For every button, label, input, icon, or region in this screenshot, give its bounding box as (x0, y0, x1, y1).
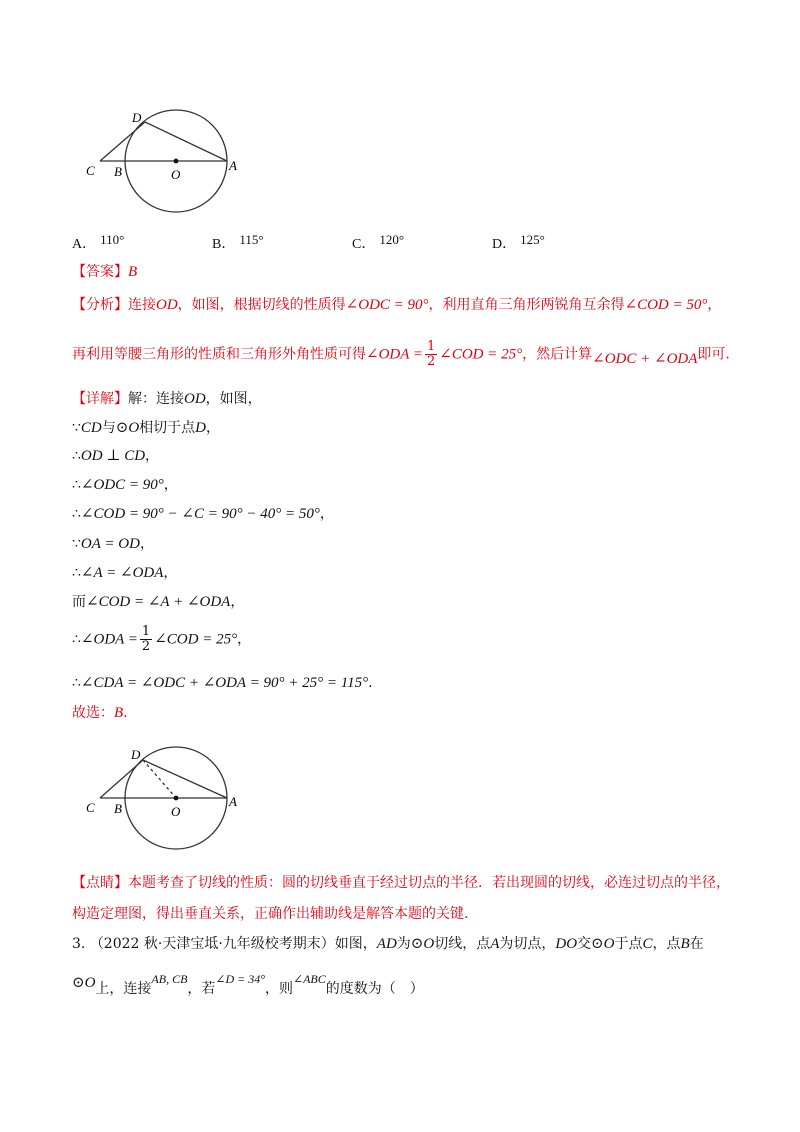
option-letter: C． (352, 237, 376, 252)
label-d: D (131, 747, 141, 762)
math: ∠COD = 25° (154, 631, 238, 648)
math: ⊙O (591, 936, 615, 952)
detail-tag: 【详解】 (72, 391, 128, 407)
math: AB, CB (151, 972, 188, 986)
detail-line-4 (72, 505, 334, 523)
text: 为切点， (499, 936, 556, 952)
option-b (212, 232, 264, 254)
math: OD (156, 297, 178, 313)
text: ， (319, 506, 334, 522)
math: OD ⊥ CD (80, 448, 146, 464)
answer-value: B (128, 264, 138, 280)
detail-line-5 (72, 535, 154, 553)
label-o: O (171, 167, 181, 182)
option-value: 115° (239, 232, 264, 247)
tangent-cd (100, 760, 143, 798)
math: ⊙O (410, 936, 435, 952)
text: 为 (396, 936, 411, 952)
text: ， (237, 631, 252, 648)
question-source: （2022 秋·天津宝坻·九年级校考期末）如图， (89, 936, 377, 952)
math: ∠ODA = (366, 346, 423, 363)
math: ∠ODC = 90° (345, 297, 429, 313)
math: ∠COD = 90° − ∠C = 90° − 40° = 50° (80, 506, 320, 522)
math: ⊙O (115, 420, 140, 436)
question-number: 3. (72, 936, 86, 952)
text: ∴ (72, 675, 81, 691)
comment-line-2 (72, 905, 468, 923)
math: B (114, 705, 124, 721)
text: 即可. (697, 346, 730, 363)
text: ，如图， (205, 391, 262, 407)
math: C (642, 936, 653, 952)
math: A (490, 936, 500, 952)
math: ∠COD = 25° (439, 346, 523, 363)
analysis-tag: 【分析】 (72, 297, 128, 313)
label-c: C (86, 800, 95, 815)
detail-line-2 (72, 447, 159, 465)
text: 与 (101, 420, 116, 436)
label-b: B (114, 801, 122, 816)
fraction-numerator: 1 (141, 624, 151, 639)
text: ，则 (265, 981, 294, 997)
option-letter: B． (212, 237, 236, 252)
option-value: 120° (379, 232, 405, 247)
text: ∴ (72, 565, 81, 581)
text: 本题考查了切线的性质：圆的切线垂直于经过切点的半径．若出现圆的切线，必连过切点的半径， (128, 875, 730, 891)
text: ， (163, 477, 178, 493)
q3-line-1 (72, 935, 704, 953)
text: ， (139, 536, 154, 552)
text: ∴ (72, 477, 81, 493)
text: 故选： (72, 705, 114, 721)
label-a: A (229, 158, 237, 173)
text: ∴ (72, 448, 81, 464)
text: ，然后计算 (522, 346, 593, 363)
option-a (72, 232, 125, 254)
text: ， (707, 297, 722, 313)
label-o: O (171, 804, 181, 819)
math: ∠A = ∠ODA (80, 565, 164, 581)
text: 交 (577, 936, 592, 952)
math: ∠ABC (293, 972, 326, 986)
center-dot (174, 796, 179, 801)
option-value: 110° (100, 232, 125, 247)
radius-od-dashed (143, 760, 176, 798)
fraction (425, 340, 437, 369)
label-a: A (229, 794, 237, 809)
fraction-denominator: 2 (141, 639, 151, 654)
math: ⊙O (72, 975, 96, 991)
text: ∴ (72, 631, 81, 648)
figure-1 (80, 105, 250, 220)
text: ， (163, 565, 178, 581)
detail-line-0 (72, 390, 262, 408)
text: . (123, 705, 128, 721)
chord-da (143, 760, 227, 798)
text: 上，连接 (95, 981, 152, 997)
text: ， (145, 448, 160, 464)
label-b: B (114, 164, 122, 179)
figure-2 (80, 740, 250, 855)
math: OD (184, 391, 206, 407)
fraction-denominator: 2 (427, 354, 436, 369)
math: ∠ODC = 90° (80, 477, 164, 493)
text: 再利用等腰三角形的性质和三角形外角性质可得 (72, 346, 366, 363)
fraction (140, 625, 152, 654)
option-letter: D． (492, 237, 517, 252)
analysis-line-1 (72, 296, 721, 314)
detail-line-7 (72, 593, 244, 611)
text: 构造定理图，得出垂直关系，正确作出辅助线是解答本题的关键. (72, 906, 469, 922)
detail-line-6 (72, 564, 177, 582)
text: ， (230, 594, 245, 610)
option-d (492, 232, 545, 254)
detail-line-3 (72, 476, 178, 494)
text: ，点 (652, 936, 681, 952)
detail-line-1 (72, 419, 220, 437)
text: . (368, 675, 373, 691)
option-value: 125° (520, 232, 545, 247)
math: ∠ODA = (80, 631, 138, 648)
answer-line (72, 263, 137, 281)
comment-tag: 【点睛】 (72, 875, 128, 891)
label-c: C (86, 163, 95, 178)
text: 于点 (614, 936, 643, 952)
math: AD (376, 936, 397, 952)
detail-line-8 (72, 625, 251, 654)
text: 解：连接 (128, 391, 184, 407)
center-dot (174, 159, 179, 164)
label-d: D (132, 110, 142, 125)
text: 而 (72, 594, 86, 610)
text: ∴ (72, 506, 81, 522)
text: ，若 (187, 981, 216, 997)
math: ∠D = 34° (215, 972, 266, 986)
math: ∠COD = 50° (624, 297, 708, 313)
q3-line-2 (72, 972, 424, 998)
math: CD (80, 420, 102, 436)
math: ∠CDA = ∠ODC + ∠ODA = 90° + 25° = 115° (80, 675, 369, 691)
choice-line (72, 704, 128, 722)
math: ∠ODC + ∠ODA (592, 350, 698, 367)
text: 的度数为（ ） (325, 981, 424, 997)
text: ∵ (72, 420, 81, 436)
math: D (195, 420, 207, 436)
math: ∠COD = ∠A + ∠ODA (86, 594, 231, 610)
option-letter: A． (72, 237, 97, 252)
math: B (680, 936, 690, 952)
answer-tag: 【答案】 (72, 264, 128, 280)
text: ， (206, 420, 221, 436)
detail-line-9 (72, 674, 373, 692)
analysis-line-2 (72, 340, 730, 369)
text: 切线，点 (434, 936, 491, 952)
text: ，利用直角三角形两锐角互余得 (428, 297, 625, 313)
text: 在 (689, 936, 704, 952)
math: OA = OD (80, 536, 140, 552)
tangent-cd (100, 122, 145, 161)
text: ，如图，根据切线的性质得 (177, 297, 346, 313)
comment-line-1 (72, 874, 730, 892)
math: DO (555, 936, 578, 952)
text: 连接 (128, 297, 156, 313)
text: 相切于点 (139, 420, 196, 436)
text: ∵ (72, 536, 81, 552)
option-c (352, 232, 405, 254)
fraction-numerator: 1 (427, 339, 436, 354)
